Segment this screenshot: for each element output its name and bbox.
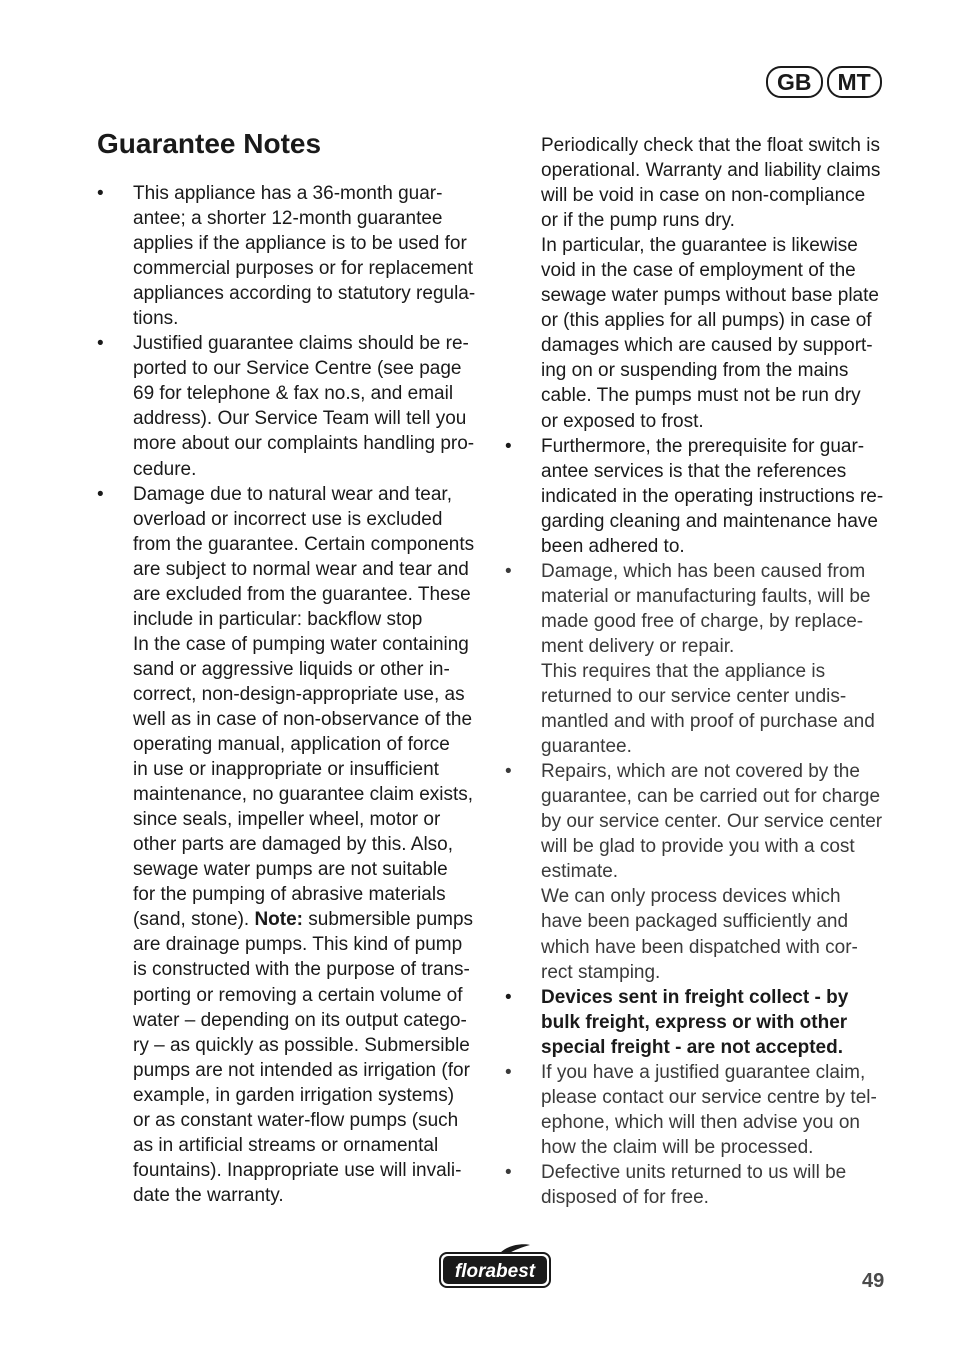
left-column [97,126,489,1208]
bullet-text [541,434,897,559]
bullet-symbol: • [97,183,104,204]
text-line: made good free of charge, by replace- [541,610,864,632]
text-line: sewage water pumps are not suitable [133,859,448,881]
text-line: mantled and with proof of purchase and [541,711,875,733]
note-label: Note: [254,909,304,931]
text-line: antee; a shorter 12-month guarantee [133,208,443,230]
text-line: disposed of for free. [541,1186,709,1208]
text-line: tions. [133,308,179,330]
bullet-item [505,1160,897,1210]
bullet-text [541,1060,897,1160]
text-line: correct, non-design-appropriate use, as [133,683,465,705]
text-line: or exposed to frost. [541,410,704,432]
text-line: how the claim will be processed. [541,1136,814,1158]
right-column [505,133,897,1210]
text-line: cedure. [133,458,197,480]
bullet-symbol: • [505,1161,512,1183]
text-line: ing on or suspending from the mains [541,360,849,382]
text-line: Damage due to natural wear and tear, [133,483,452,505]
language-badge-gb: GB [766,66,823,98]
text-line: are excluded from the guarantee. These [133,583,471,605]
text-line: This requires that the appliance is [541,660,826,682]
text-line: Periodically check that the float switch is [541,135,880,156]
bullet-symbol: • [505,1061,512,1083]
text-line: ry – as quickly as possible. Submersible [133,1034,470,1056]
text-line: 69 for telephone & fax no.s, and email [133,383,454,405]
bullet-item [97,331,489,481]
text-line: guarantee, can be carried out for charge [541,786,881,808]
page-title: Guarantee Notes [97,128,322,159]
bullet-text [133,331,489,481]
text-line: well as in case of non-observance of the [133,708,473,730]
logo-text: florabest [454,1261,536,1282]
text-line: from the guarantee. Certain components [133,533,475,555]
left-bullet-list [97,181,489,1208]
text-line: This appliance has a 36-month guar- [133,183,443,204]
text-line: ment delivery or repair. [541,635,735,657]
text-line: garding cleaning and maintenance have [541,510,878,532]
bullet-item [505,434,897,559]
text-line: in use or inappropriate or insufficient [133,759,439,781]
text-line: We can only process devices which [541,886,841,908]
text-line: commercial purposes or for replacement [133,258,474,280]
text-line: sand or aggressive liquids or other in- [133,658,450,680]
text-line: estimate. [541,861,619,883]
text-line: Damage, which has been caused from [541,560,866,582]
text-line: Furthermore, the prerequisite for guar- [541,435,865,457]
bullet-text [133,482,489,1208]
text-line: water – depending on its output catego- [133,1009,467,1031]
right-bullet-list [505,133,897,1210]
note-text: submersible pumps [303,909,474,931]
text-line: pumps are not intended as irrigation (for [133,1059,470,1081]
text-line: is constructed with the purpose of trans- [133,959,470,981]
text-line: porting or removing a certain volume of [133,984,463,1006]
text-line: Devices sent in freight collect - by [541,986,849,1008]
text-line: material or manufacturing faults, will be [541,585,871,607]
bullet-item [505,985,897,1060]
text-line: include in particular: backflow stop [133,608,423,630]
language-badge-mt: MT [827,66,882,98]
continued-paragraph [541,133,897,434]
note-text: (sand, stone). [133,909,255,931]
text-line: If you have a justified guarantee claim, [541,1061,866,1083]
text-line: indicated in the operating instructions re- [541,485,884,507]
text-line: void in the case of employment of the [541,260,856,282]
text-line: cable. The pumps must not be run dry [541,385,861,407]
bullet-symbol: • [505,761,512,783]
bullet-text [541,759,897,984]
bullet-text [541,1160,897,1210]
bullet-item [505,759,897,984]
text-line: example, in garden irrigation systems) [133,1084,455,1106]
text-line: or (this applies for all pumps) in case of [541,310,872,332]
text-line: operational. Warranty and liability claims [541,160,881,182]
text-line: as in artificial streams or ornamental [133,1134,439,1156]
bullet-item [505,1060,897,1160]
text-line: guarantee. [541,736,632,758]
bullet-symbol: • [505,986,512,1008]
text-line: more about our complaints handling pro- [133,433,475,455]
bullet-text [541,985,897,1060]
text-line: or as constant water-flow pumps (such [133,1109,459,1131]
bullet-item [505,559,897,759]
text-line: date the warranty. [133,1184,284,1206]
bullet-text [133,181,489,331]
text-line: overload or incorrect use is excluded [133,508,443,530]
text-line: other parts are damaged by this. Also, [133,834,454,856]
language-badges [766,66,882,98]
text-line: Justified guarantee claims should be re- [133,333,469,355]
text-line: maintenance, no guarantee claim exists, [133,784,474,806]
text-line: fountains). Inappropriate use will invali- [133,1159,462,1181]
bullet-item [97,482,489,1208]
text-line: or if the pump runs dry. [541,210,735,232]
text-line: will be glad to provide you with a cost [541,836,855,858]
text-line: address). Our Service Team will tell you [133,408,467,430]
bullet-symbol: • [505,560,512,582]
text-line: will be void in case on non-compliance [541,185,866,207]
text-line: rect stamping. [541,961,661,983]
text-line: since seals, impeller wheel, motor or [133,809,441,831]
bullet-symbol: • [505,435,512,457]
text-line: operating manual, application of force [133,734,450,756]
bullet-item [97,181,489,331]
text-line: In the case of pumping water containing [133,633,469,655]
text-line: bulk freight, express or with other [541,1011,848,1033]
text-line: antee services is that the references [541,460,847,482]
text-line: Defective units returned to us will be [541,1161,847,1183]
bullet-symbol: • [97,333,104,355]
text-line: appliances according to statutory regula- [133,283,476,305]
page-number: 49 [862,1270,885,1292]
text-line: In particular, the guarantee is likewise [541,235,858,257]
text-line: please contact our service centre by tel- [541,1086,877,1108]
bullet-symbol: • [97,483,104,505]
text-line: are subject to normal wear and tear and [133,558,469,580]
text-line: been adhered to. [541,535,685,557]
text-line: damages which are caused by support- [541,335,873,357]
text-line: special freight - are not accepted. [541,1036,843,1058]
note-line [133,907,489,932]
bullet-text [541,559,897,759]
text-line: by our service center. Our service center [541,811,883,833]
text-line: Repairs, which are not covered by the [541,761,860,783]
text-line: for the pumping of abrasive materials [133,884,446,906]
text-line: are drainage pumps. This kind of pump [133,934,463,956]
text-line: have been packaged sufficiently and [541,911,849,933]
text-line: which have been dispatched with cor- [541,936,858,958]
text-line: ephone, which will then advise you on [541,1111,860,1133]
text-line: applies if the appliance is to be used for [133,233,467,255]
text-line: returned to our service center undis- [541,686,847,708]
text-line: sewage water pumps without base plate [541,285,879,307]
florabest-logo [438,1243,552,1289]
text-line: ported to our Service Centre (see page [133,358,462,380]
